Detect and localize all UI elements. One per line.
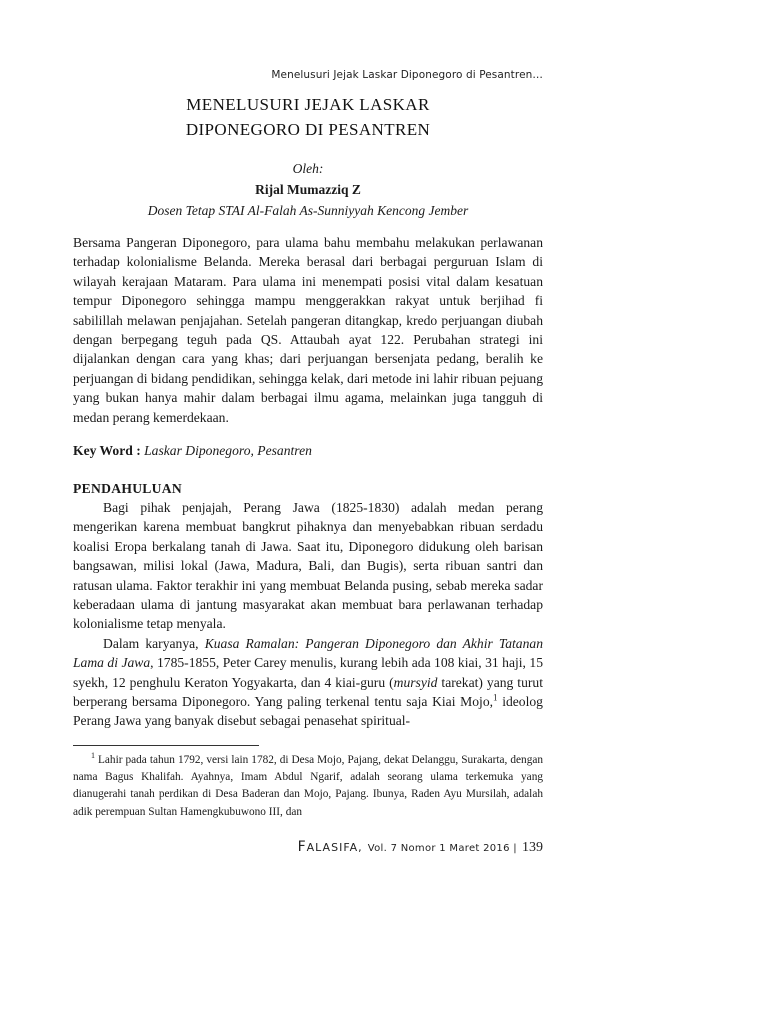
article-title <box>73 92 543 142</box>
byline-oleh: Oleh: <box>292 161 324 176</box>
keywords <box>73 441 543 460</box>
footnote-number: 1 <box>91 751 95 761</box>
p2-text-c: tarekat) yang turut berperang bersama Diponegoro. Yang paling terkenal tentu saja Kiai Mojo, <box>73 674 543 710</box>
author-affiliation: Dosen Tetap STAI Al-Falah As-Sunniyyah Kencong Jember <box>147 203 469 218</box>
term-mursyid: mursyid <box>393 674 438 690</box>
running-head: Menelusuri Jejak Laskar Diponegoro di Pesantren… <box>271 69 543 81</box>
author-name: Rijal Mumazziq Z <box>255 182 361 197</box>
footnote <box>73 752 543 821</box>
footnote-divider <box>73 745 259 746</box>
page-number: 139 <box>522 840 543 855</box>
title-line-2: DIPONEGORO DI PESANTREN <box>185 120 431 139</box>
p2-text-b: , 1785-1855, Peter Carey menulis, kurang lebih ada 108 kiai, 31 haji, 15 syekh, 12 penghulu Keraton Yogyakarta, dan 4 kiai-guru ( <box>73 655 543 690</box>
p2-text-a: Dalam karyanya, <box>103 635 205 651</box>
book-title: Kuasa Ramalan: Pangeran Diponegoro dan Akhir Tatanan Lama di Jawa <box>73 635 543 671</box>
journal-name-initial: F <box>297 839 307 855</box>
footnote-text: Lahir pada tahun 1792, versi lain 1782, di Desa Mojo, Pajang, dekat Delanggu, Surakarta, dengan nama Bagus Khalifah. Ayahnya, Imam Abdul Ngarif, adalah seorang ulama terkemuka yang dianugerahi tanah perdikan di Desa Baderan dan Mojo, Pajang. Ibunya, Raden Ayu Mursilah, adalah adik perempuan Sultan Hamengkubuwono III, dan <box>73 754 543 818</box>
body-paragraph-2 <box>73 634 543 731</box>
p2-text-d: ideolog Perang Jawa yang banyak disebut sebagai penasehat spiritual- <box>73 694 543 729</box>
keywords-label: Key Word : <box>73 443 141 458</box>
body-paragraph-1: Bagi pihak penjajah, Perang Jawa (1825-1830) adalah medan perang mengerikan karena membuat bangkrut pihaknya dan menyebabkan ribuan serdadu koalisi Eropa berkalang tanah di Jawa. Saat itu, Diponegoro didukung oleh barisan bangsawan, milisi lokal (Jawa, Madura, Bali, dan Bugis), serta ribuan santri dan ratusan ulama. Faktor terakhir ini yang membuat Belanda pusing, sebab mereka sadar keberadaan ulama di jantung masyarakat akan membuat bara perlawanan terhadap kolonialisme tetap menyala. <box>73 500 543 632</box>
journal-page <box>73 0 543 1024</box>
section-heading: PENDAHULUAN <box>73 481 183 496</box>
body-text <box>73 498 543 731</box>
keywords-value: Laskar Diponegoro, Pesantren <box>144 443 312 458</box>
footnote-reference[interactable]: 1 <box>493 692 498 703</box>
abstract <box>73 233 543 427</box>
journal-name-rest: ALASIFA, <box>306 841 363 854</box>
page-footer <box>298 836 543 856</box>
abstract-text: Bersama Pangeran Diponegoro, para ulama bahu membahu melakukan perlawanan terhadap kolonialisme Belanda. Mereka berasal dari berbagai perguruan Islam di wilayah kerajaan Mataram. Para ulama ini menempati posisi vital dalam kesatuan tempur Diponegoro sehingga mampu menggerakkan rakyat untuk berjihad fi sabilillah melawan penjajahan. Setelah pangeran ditangkap, kredo perjuangan diubah dengan berpegang teguh pada QS. Attaubah ayat 122. Perubahan strategi ini dijalankan dengan cara yang khas; dari perjuangan bersenjata pedang, beralih ke perjuangan di bidang pendidikan, sehingga kelak, dari metode ini lahir ribuan pejuang yang bukan hanya mahir dalam berbagai ilmu agama, melainkan juga tangguh di medan perang kemerdekaan. <box>73 235 543 425</box>
byline <box>73 158 543 221</box>
journal-name <box>298 841 363 854</box>
journal-volume: Vol. 7 Nomor 1 Maret 2016 | <box>367 843 517 854</box>
title-line-1: MENELUSURI JEJAK LASKAR <box>186 95 430 114</box>
